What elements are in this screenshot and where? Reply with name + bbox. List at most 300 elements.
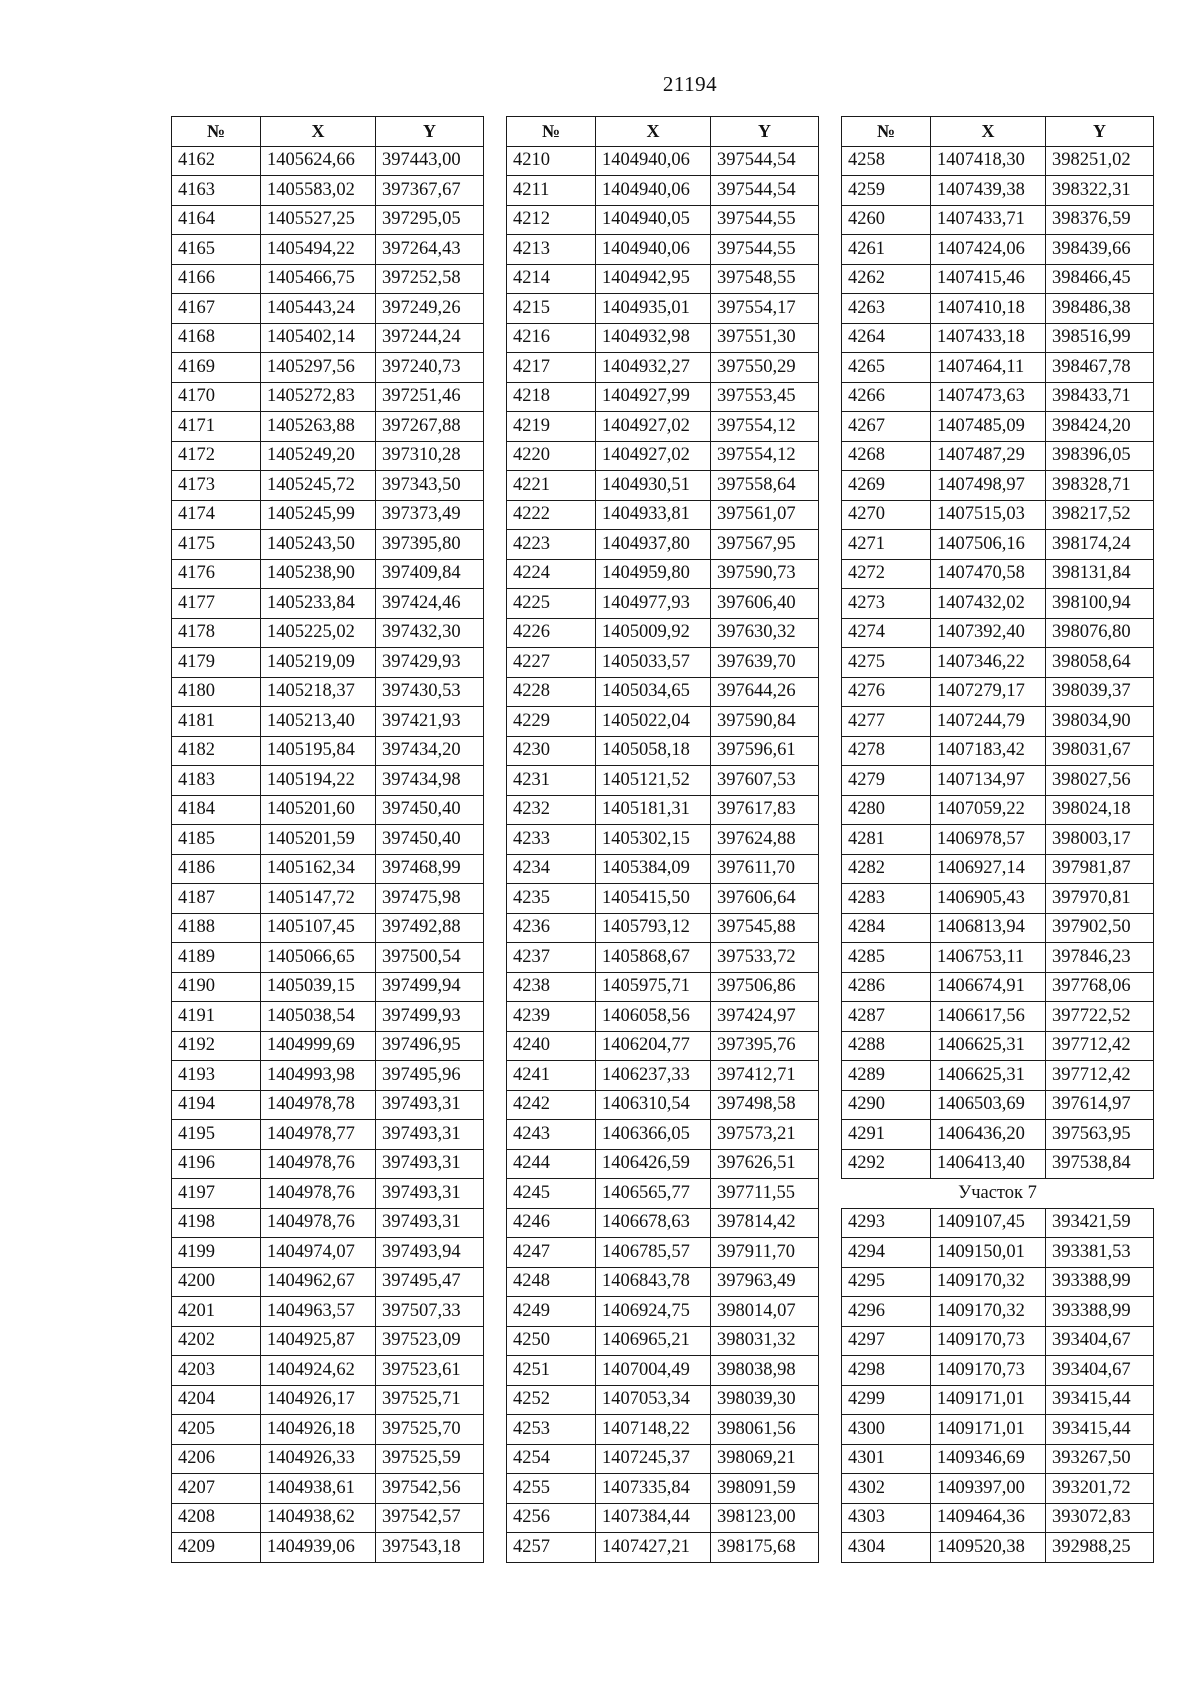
x-coordinate-cell: 1407346,22 [931, 648, 1046, 678]
x-coordinate-cell: 1404978,76 [261, 1149, 376, 1179]
y-coordinate-cell: 397523,09 [376, 1326, 484, 1356]
table-row [172, 795, 484, 825]
x-coordinate-cell: 1404939,06 [261, 1533, 376, 1563]
x-coordinate-cell: 1405975,71 [596, 972, 711, 1002]
x-coordinate-cell: 1407134,97 [931, 766, 1046, 796]
y-coordinate-cell: 397409,84 [376, 559, 484, 589]
x-coordinate-cell: 1406924,75 [596, 1297, 711, 1327]
point-number-cell: 4222 [507, 500, 596, 530]
y-coordinate-cell: 397563,95 [1046, 1120, 1154, 1150]
table-row [172, 1533, 484, 1563]
y-coordinate-cell: 397554,17 [711, 294, 819, 324]
table-row [172, 294, 484, 324]
y-coordinate-cell: 397493,31 [376, 1179, 484, 1209]
y-coordinate-cell: 397429,93 [376, 648, 484, 678]
table-row [842, 618, 1154, 648]
y-coordinate-cell: 397814,42 [711, 1208, 819, 1238]
x-coordinate-cell: 1406058,56 [596, 1002, 711, 1032]
x-coordinate-cell: 1406785,57 [596, 1238, 711, 1268]
table-row [172, 323, 484, 353]
table-row [842, 1326, 1154, 1356]
table-row [507, 648, 819, 678]
y-coordinate-cell: 398516,99 [1046, 323, 1154, 353]
point-number-cell: 4181 [172, 707, 261, 737]
table-row [842, 382, 1154, 412]
point-number-cell: 4165 [172, 235, 261, 265]
y-coordinate-cell: 393388,99 [1046, 1297, 1154, 1327]
table-row [842, 176, 1154, 206]
y-coordinate-cell: 397596,61 [711, 736, 819, 766]
table-row [507, 825, 819, 855]
y-coordinate-cell: 398396,05 [1046, 441, 1154, 471]
table-row [172, 353, 484, 383]
y-coordinate-cell: 397495,47 [376, 1267, 484, 1297]
x-coordinate-cell: 1405494,22 [261, 235, 376, 265]
table-row [172, 913, 484, 943]
point-number-cell: 4232 [507, 795, 596, 825]
point-number-cell: 4202 [172, 1326, 261, 1356]
x-coordinate-cell: 1404940,06 [596, 176, 711, 206]
x-coordinate-cell: 1405793,12 [596, 913, 711, 943]
table-row [842, 825, 1154, 855]
y-coordinate-cell: 398175,68 [711, 1533, 819, 1563]
y-coordinate-cell: 397525,59 [376, 1444, 484, 1474]
point-number-cell: 4188 [172, 913, 261, 943]
x-coordinate-cell: 1407004,49 [596, 1356, 711, 1386]
point-number-cell: 4242 [507, 1090, 596, 1120]
y-coordinate-cell: 397373,49 [376, 500, 484, 530]
table-row [842, 1444, 1154, 1474]
point-number-cell: 4238 [507, 972, 596, 1002]
x-coordinate-cell: 1405415,50 [596, 884, 711, 914]
point-number-cell: 4191 [172, 1002, 261, 1032]
point-number-cell: 4253 [507, 1415, 596, 1445]
y-coordinate-cell: 397590,84 [711, 707, 819, 737]
point-number-cell: 4235 [507, 884, 596, 914]
table-row [172, 471, 484, 501]
table-row [507, 884, 819, 914]
y-coordinate-cell: 398058,64 [1046, 648, 1154, 678]
x-coordinate-cell: 1405107,45 [261, 913, 376, 943]
point-number-cell: 4231 [507, 766, 596, 796]
point-number-cell: 4239 [507, 1002, 596, 1032]
point-number-cell: 4211 [507, 176, 596, 206]
x-coordinate-cell: 1406617,56 [931, 1002, 1046, 1032]
table-row [842, 1503, 1154, 1533]
point-number-cell: 4177 [172, 589, 261, 619]
y-coordinate-cell: 397548,55 [711, 264, 819, 294]
y-coordinate-cell: 397554,12 [711, 412, 819, 442]
x-coordinate-cell: 1409520,38 [931, 1533, 1046, 1563]
point-number-cell: 4190 [172, 972, 261, 1002]
table-row [172, 1326, 484, 1356]
y-coordinate-cell: 398061,56 [711, 1415, 819, 1445]
y-coordinate-cell: 397493,94 [376, 1238, 484, 1268]
point-number-cell: 4286 [842, 972, 931, 1002]
table-row [172, 648, 484, 678]
x-coordinate-cell: 1405121,52 [596, 766, 711, 796]
point-number-cell: 4213 [507, 235, 596, 265]
point-number-cell: 4273 [842, 589, 931, 619]
x-coordinate-cell: 1409171,01 [931, 1415, 1046, 1445]
x-coordinate-cell: 1407392,40 [931, 618, 1046, 648]
table-row [842, 589, 1154, 619]
y-coordinate-cell: 397264,43 [376, 235, 484, 265]
point-number-cell: 4167 [172, 294, 261, 324]
y-coordinate-cell: 393388,99 [1046, 1267, 1154, 1297]
point-number-cell: 4225 [507, 589, 596, 619]
point-number-cell: 4212 [507, 205, 596, 235]
y-coordinate-cell: 397367,67 [376, 176, 484, 206]
table-row [842, 264, 1154, 294]
x-coordinate-cell: 1404978,77 [261, 1120, 376, 1150]
x-coordinate-cell: 1407335,84 [596, 1474, 711, 1504]
point-number-cell: 4300 [842, 1415, 931, 1445]
x-coordinate-cell: 1406843,78 [596, 1267, 711, 1297]
y-coordinate-cell: 397542,57 [376, 1503, 484, 1533]
point-number-cell: 4261 [842, 235, 931, 265]
table-row [172, 1385, 484, 1415]
y-coordinate-cell: 397544,55 [711, 235, 819, 265]
y-coordinate-cell: 397424,97 [711, 1002, 819, 1032]
table-row [842, 1415, 1154, 1445]
x-coordinate-cell: 1406978,57 [931, 825, 1046, 855]
point-number-cell: 4194 [172, 1090, 261, 1120]
table-row [172, 1297, 484, 1327]
table-row [507, 176, 819, 206]
point-number-cell: 4297 [842, 1326, 931, 1356]
x-coordinate-cell: 1405527,25 [261, 205, 376, 235]
table-row [507, 530, 819, 560]
x-coordinate-cell: 1404927,02 [596, 412, 711, 442]
point-number-cell: 4187 [172, 884, 261, 914]
table-row [842, 795, 1154, 825]
table-row [172, 677, 484, 707]
x-coordinate-cell: 1407427,21 [596, 1533, 711, 1563]
y-coordinate-cell: 397421,93 [376, 707, 484, 737]
point-number-cell: 4171 [172, 412, 261, 442]
x-coordinate-cell: 1406678,63 [596, 1208, 711, 1238]
y-coordinate-cell: 393381,53 [1046, 1238, 1154, 1268]
x-coordinate-cell: 1409107,45 [931, 1208, 1046, 1238]
y-coordinate-cell: 398433,71 [1046, 382, 1154, 412]
point-number-cell: 4197 [172, 1179, 261, 1209]
x-coordinate-cell: 1406813,94 [931, 913, 1046, 943]
point-number-cell: 4182 [172, 736, 261, 766]
table-row [172, 559, 484, 589]
y-coordinate-cell: 397963,49 [711, 1267, 819, 1297]
table-row [172, 972, 484, 1002]
x-coordinate-cell: 1407470,58 [931, 559, 1046, 589]
y-coordinate-cell: 397434,98 [376, 766, 484, 796]
table-row [507, 1385, 819, 1415]
table-row [507, 1090, 819, 1120]
point-number-cell: 4291 [842, 1120, 931, 1150]
table-row [507, 1208, 819, 1238]
point-number-cell: 4203 [172, 1356, 261, 1386]
x-coordinate-cell: 1406565,77 [596, 1179, 711, 1209]
x-coordinate-cell: 1405233,84 [261, 589, 376, 619]
point-number-cell: 4244 [507, 1149, 596, 1179]
point-number-cell: 4263 [842, 294, 931, 324]
point-number-cell: 4228 [507, 677, 596, 707]
y-coordinate-cell: 397240,73 [376, 353, 484, 383]
x-coordinate-cell: 1406426,59 [596, 1149, 711, 1179]
table-row [172, 1356, 484, 1386]
point-number-cell: 4176 [172, 559, 261, 589]
table-row [172, 825, 484, 855]
point-number-cell: 4293 [842, 1208, 931, 1238]
table-row [507, 1179, 819, 1209]
table-row [842, 294, 1154, 324]
y-coordinate-cell: 393415,44 [1046, 1415, 1154, 1445]
table-row [172, 412, 484, 442]
x-coordinate-cell: 1406674,91 [931, 972, 1046, 1002]
y-coordinate-cell: 398031,67 [1046, 736, 1154, 766]
point-number-cell: 4210 [507, 146, 596, 176]
table-row [842, 913, 1154, 943]
x-coordinate-cell: 1407384,44 [596, 1503, 711, 1533]
x-coordinate-cell: 1404978,76 [261, 1208, 376, 1238]
point-number-cell: 4243 [507, 1120, 596, 1150]
x-coordinate-cell: 1407279,17 [931, 677, 1046, 707]
point-number-cell: 4280 [842, 795, 931, 825]
y-coordinate-cell: 397607,53 [711, 766, 819, 796]
section-label: Участок 7 [842, 1179, 1154, 1209]
table-row [507, 1415, 819, 1445]
y-coordinate-cell: 397561,07 [711, 500, 819, 530]
table-row [842, 943, 1154, 973]
table-row [842, 1267, 1154, 1297]
point-number-cell: 4173 [172, 471, 261, 501]
table-row [172, 205, 484, 235]
point-number-cell: 4234 [507, 854, 596, 884]
table-row [842, 1533, 1154, 1563]
x-coordinate-cell: 1404927,02 [596, 441, 711, 471]
x-coordinate-cell: 1407433,18 [931, 323, 1046, 353]
x-coordinate-cell: 1407506,16 [931, 530, 1046, 560]
x-coordinate-cell: 1405272,83 [261, 382, 376, 412]
y-coordinate-cell: 397911,70 [711, 1238, 819, 1268]
y-coordinate-cell: 397343,50 [376, 471, 484, 501]
table-row [172, 943, 484, 973]
x-coordinate-cell: 1409170,73 [931, 1356, 1046, 1386]
y-coordinate-cell: 397267,88 [376, 412, 484, 442]
y-coordinate-cell: 397424,46 [376, 589, 484, 619]
table-row [842, 766, 1154, 796]
y-coordinate-cell: 393404,67 [1046, 1356, 1154, 1386]
table-row [172, 854, 484, 884]
point-number-cell: 4163 [172, 176, 261, 206]
x-coordinate-cell: 1407487,29 [931, 441, 1046, 471]
table-row [507, 1120, 819, 1150]
table-row [507, 913, 819, 943]
point-number-cell: 4296 [842, 1297, 931, 1327]
point-number-cell: 4299 [842, 1385, 931, 1415]
y-coordinate-cell: 397395,76 [711, 1031, 819, 1061]
x-coordinate-cell: 1406905,43 [931, 884, 1046, 914]
x-coordinate-cell: 1404930,51 [596, 471, 711, 501]
point-number-cell: 4230 [507, 736, 596, 766]
point-number-cell: 4298 [842, 1356, 931, 1386]
y-coordinate-cell: 393415,44 [1046, 1385, 1154, 1415]
y-coordinate-cell: 398100,94 [1046, 589, 1154, 619]
point-number-cell: 4265 [842, 353, 931, 383]
y-coordinate-cell: 397550,29 [711, 353, 819, 383]
x-coordinate-cell: 1405466,75 [261, 264, 376, 294]
table-header-row [172, 117, 484, 147]
x-coordinate-cell: 1409464,36 [931, 1503, 1046, 1533]
table-header-row [842, 117, 1154, 147]
table-row [172, 1061, 484, 1091]
point-number-cell: 4205 [172, 1415, 261, 1445]
x-coordinate-cell: 1405245,99 [261, 500, 376, 530]
x-coordinate-cell: 1407410,18 [931, 294, 1046, 324]
x-coordinate-cell: 1404932,27 [596, 353, 711, 383]
table-row [842, 530, 1154, 560]
table-row [172, 1149, 484, 1179]
point-number-cell: 4220 [507, 441, 596, 471]
header-y: Y [711, 117, 819, 147]
y-coordinate-cell: 398322,31 [1046, 176, 1154, 206]
header-y: Y [1046, 117, 1154, 147]
table-row [507, 1474, 819, 1504]
y-coordinate-cell: 397558,64 [711, 471, 819, 501]
x-coordinate-cell: 1405218,37 [261, 677, 376, 707]
table-row [507, 471, 819, 501]
point-number-cell: 4166 [172, 264, 261, 294]
point-number-cell: 4281 [842, 825, 931, 855]
y-coordinate-cell: 398038,98 [711, 1356, 819, 1386]
point-number-cell: 4189 [172, 943, 261, 973]
header-number: № [507, 117, 596, 147]
header-number: № [842, 117, 931, 147]
point-number-cell: 4229 [507, 707, 596, 737]
x-coordinate-cell: 1407148,22 [596, 1415, 711, 1445]
table-row [507, 353, 819, 383]
point-number-cell: 4207 [172, 1474, 261, 1504]
x-coordinate-cell: 1405263,88 [261, 412, 376, 442]
table-row [842, 1149, 1154, 1179]
x-coordinate-cell: 1405058,18 [596, 736, 711, 766]
y-coordinate-cell: 397492,88 [376, 913, 484, 943]
y-coordinate-cell: 397981,87 [1046, 854, 1154, 884]
table-row [507, 1533, 819, 1563]
x-coordinate-cell: 1405034,65 [596, 677, 711, 707]
table-row [172, 235, 484, 265]
point-number-cell: 4257 [507, 1533, 596, 1563]
point-number-cell: 4250 [507, 1326, 596, 1356]
table-row [172, 441, 484, 471]
point-number-cell: 4236 [507, 913, 596, 943]
y-coordinate-cell: 398027,56 [1046, 766, 1154, 796]
y-coordinate-cell: 397590,73 [711, 559, 819, 589]
x-coordinate-cell: 1409150,01 [931, 1238, 1046, 1268]
table-row [507, 441, 819, 471]
point-number-cell: 4223 [507, 530, 596, 560]
point-number-cell: 4199 [172, 1238, 261, 1268]
point-number-cell: 4192 [172, 1031, 261, 1061]
y-coordinate-cell: 397970,81 [1046, 884, 1154, 914]
x-coordinate-cell: 1405022,04 [596, 707, 711, 737]
table-row [172, 1415, 484, 1445]
table-row [842, 1031, 1154, 1061]
table-row [842, 1474, 1154, 1504]
point-number-cell: 4201 [172, 1297, 261, 1327]
x-coordinate-cell: 1405038,54 [261, 1002, 376, 1032]
y-coordinate-cell: 397244,24 [376, 323, 484, 353]
point-number-cell: 4292 [842, 1149, 931, 1179]
point-number-cell: 4254 [507, 1444, 596, 1474]
point-number-cell: 4200 [172, 1267, 261, 1297]
table-row [507, 1031, 819, 1061]
point-number-cell: 4274 [842, 618, 931, 648]
point-number-cell: 4180 [172, 677, 261, 707]
point-number-cell: 4227 [507, 648, 596, 678]
table-row [507, 235, 819, 265]
point-number-cell: 4204 [172, 1385, 261, 1415]
y-coordinate-cell: 398328,71 [1046, 471, 1154, 501]
point-number-cell: 4237 [507, 943, 596, 973]
table-header-row [507, 117, 819, 147]
x-coordinate-cell: 1407059,22 [931, 795, 1046, 825]
y-coordinate-cell: 398466,45 [1046, 264, 1154, 294]
point-number-cell: 4168 [172, 323, 261, 353]
table-row [842, 1120, 1154, 1150]
point-number-cell: 4252 [507, 1385, 596, 1415]
y-coordinate-cell: 398439,66 [1046, 235, 1154, 265]
x-coordinate-cell: 1404927,99 [596, 382, 711, 412]
table-row [507, 618, 819, 648]
x-coordinate-cell: 1405583,02 [261, 176, 376, 206]
point-number-cell: 4288 [842, 1031, 931, 1061]
x-coordinate-cell: 1405213,40 [261, 707, 376, 737]
table-row [172, 1238, 484, 1268]
x-coordinate-cell: 1406625,31 [931, 1031, 1046, 1061]
x-coordinate-cell: 1406204,77 [596, 1031, 711, 1061]
x-coordinate-cell: 1405033,57 [596, 648, 711, 678]
table-row [507, 1326, 819, 1356]
table-row [172, 589, 484, 619]
x-coordinate-cell: 1409170,73 [931, 1326, 1046, 1356]
y-coordinate-cell: 397432,30 [376, 618, 484, 648]
table-row [842, 736, 1154, 766]
x-coordinate-cell: 1404977,93 [596, 589, 711, 619]
x-coordinate-cell: 1407183,42 [931, 736, 1046, 766]
y-coordinate-cell: 397507,33 [376, 1297, 484, 1327]
table-row [842, 441, 1154, 471]
y-coordinate-cell: 397496,95 [376, 1031, 484, 1061]
x-coordinate-cell: 1404938,61 [261, 1474, 376, 1504]
point-number-cell: 4198 [172, 1208, 261, 1238]
x-coordinate-cell: 1404974,07 [261, 1238, 376, 1268]
table-row [842, 677, 1154, 707]
table-row [172, 176, 484, 206]
table-row [507, 1267, 819, 1297]
x-coordinate-cell: 1404926,17 [261, 1385, 376, 1415]
table-row [842, 559, 1154, 589]
table-row [172, 1208, 484, 1238]
point-number-cell: 4249 [507, 1297, 596, 1327]
y-coordinate-cell: 397500,54 [376, 943, 484, 973]
y-coordinate-cell: 398014,07 [711, 1297, 819, 1327]
x-coordinate-cell: 1404933,81 [596, 500, 711, 530]
table-row [507, 795, 819, 825]
y-coordinate-cell: 398003,17 [1046, 825, 1154, 855]
table-row [842, 471, 1154, 501]
point-number-cell: 4260 [842, 205, 931, 235]
y-coordinate-cell: 397443,00 [376, 146, 484, 176]
